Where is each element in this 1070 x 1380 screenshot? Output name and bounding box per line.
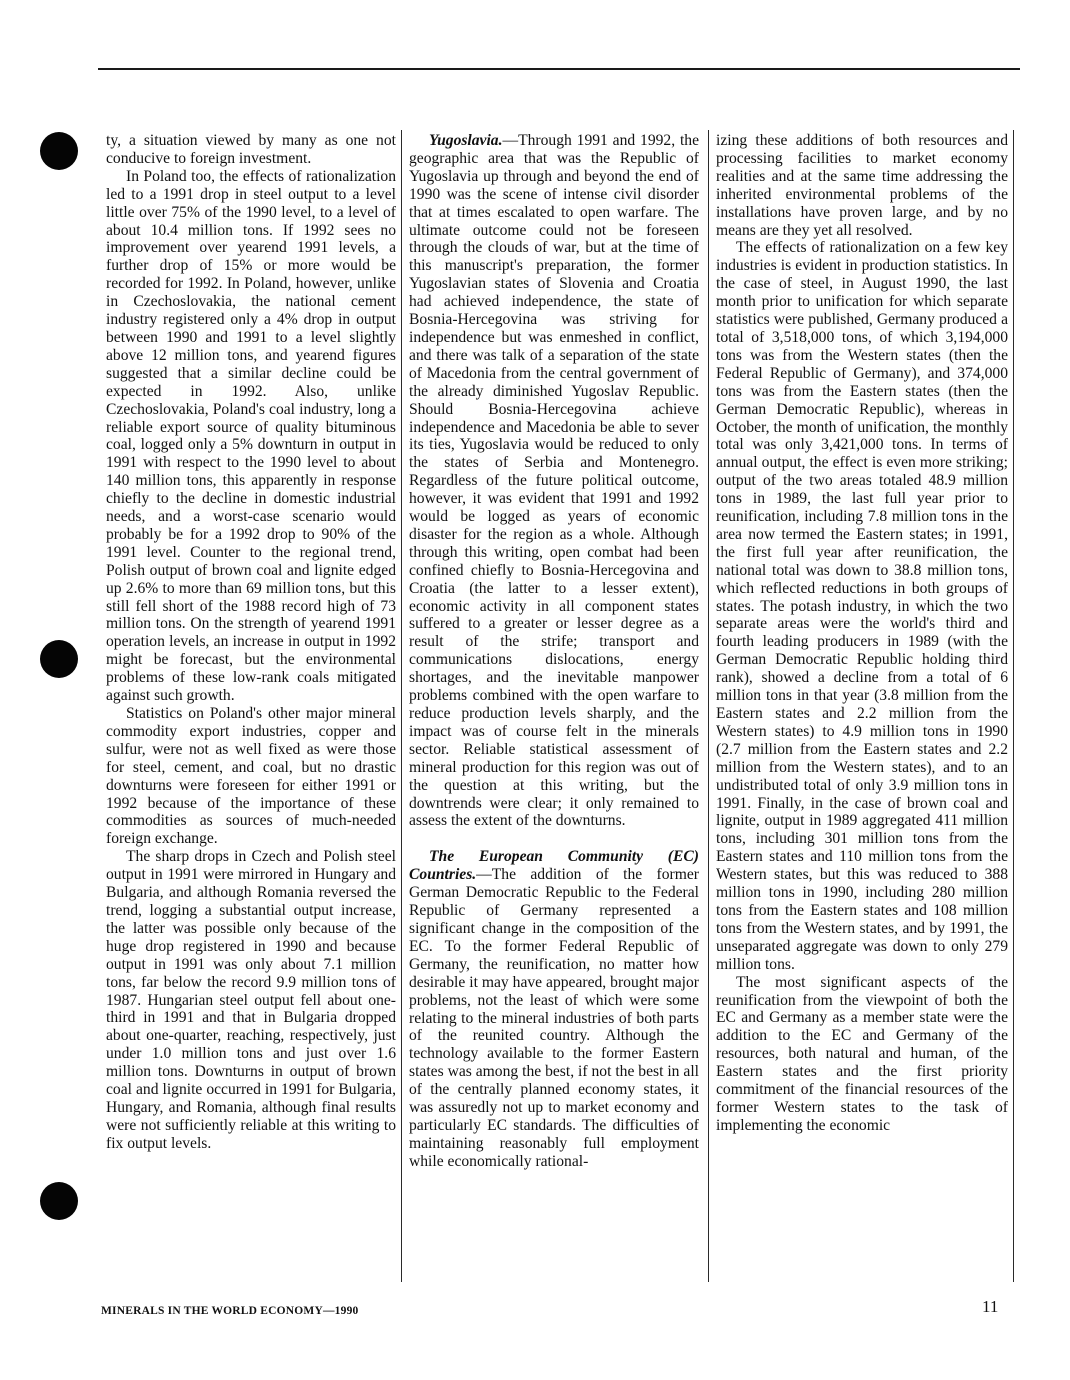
running-footer-title: MINERALS IN THE WORLD ECONOMY—1990 (101, 1305, 359, 1317)
header-rule (98, 68, 1020, 70)
paragraph: The effects of rationalization on a few key industries is evident in production statistics. In the case of steel, in August 1990, the last month prior to unification for which separate statistics were published, Germany produced a total of 3,518,000 tons, of which 3,194,000 tons was from the Western states (then the Federal Republic of Germany), and 374,000 tons was from the Eastern states (then the German Democratic Republic), whereas in October, the month of unification, the monthly total was only 3,421,000 tons. In terms of annual output, the effect is even more striking; output of the two areas totaled 48.9 million tons in 1989, the last full year prior to reunification, including 7.8 million tons in the area now termed the Eastern states; in 1991, the first full year after reunification, the national total was down to 38.8 million tons, which reflected reductions in both groups of states. The potash industry, in which the two separate areas were the world's third and fourth leading producers in 1989 (with the German Democratic Republic holding third rank), showed a decline from a total of 6 million tons in that year (3.8 million from the Eastern states and 2.2 million from the Western states) to 4.9 million tons in 1990 (2.7 million from the Eastern states and 2.2 million from the Western states), and to an undistributed total of only 3.9 million tons in 1991. Finally, in the case of brown coal and lignite, output in 1989 aggregated 411 million tons, including 301 million tons from the Eastern states and 110 million tons from the Western states, but this was reduced to 388 million tons in 1990, including 280 million tons from the Eastern states and 108 million tons from the Western states, and by 1991, the unseparated aggregate was down to only 279 million tons. (716, 239, 1008, 973)
paragraph: ty, a situation viewed by many as one not conducive to foreign investment. (106, 132, 396, 167)
paragraph: The sharp drops in Czech and Polish steel output in 1991 were mirrored in Hungary and Bulgaria, and although Romania reversed the trend, logging a substantial output increase, the latter was possible only because of the huge drop registered in 1990 and because output in 1991 was only about 7.1 million tons, far below the record 9.9 million tons of 1987. Hungarian steel output fell about one-third in 1991 and that in Bulgaria dropped about one-quarter, reaching, respectively, just under 1.0 million tons and just over 1.6 million tons. Downturns in output of brown coal and lignite occurred in 1991 for Bulgaria, Hungary, and Romania, although final results were not sufficiently reliable at this writing to fix output levels. (106, 848, 396, 1152)
paragraph-body: —The addition of the former German Democratic Republic to the Federal Republic of Germany represented a significant change in the composition of the EC. To the former Federal Republic of Germany, the reunification, no matter how desirable it may have appeared, brought major problems, not the least of which were some relating to the mineral industries of both parts of the reunited country. Although the technology available to the former Eastern states was among the best, if not the best in all of the centrally planned economy states, it was assuredly not up to market economy and particularly EC standards. The difficulties of maintaining reasonably full employment while economically rational- (409, 866, 699, 1170)
column-divider (401, 130, 402, 1282)
text-column-3 (716, 132, 1008, 1135)
punch-hole (40, 640, 78, 678)
punch-hole (40, 1182, 78, 1220)
paragraph: Statistics on Poland's other major mineral commodity export industries, copper and sulfur, were not as well fixed as were those for steel, cement, and coal, but no drastic downturns were foreseen for either 1991 or 1992 because of the importance of these commodities as sources of much-needed foreign exchange. (106, 705, 396, 848)
paragraph-body: —Through 1991 and 1992, the geographic area that was the Republic of Yugoslavia up through and beyond the end of 1990 was the scene of intense civil disorder that at times escalated to open warfare. The ultimate outcome could not be foreseen through the clouds of war, but at the time of this manuscript's preparation, the former Yugoslavian states of Slovenia and Croatia had achieved independence, the state of Bosnia-Hercegovina was striving for independence but was enmeshed in conflict, and there was talk of a separation of the state of Macedonia from the central government of the already diminished Yugoslav Republic. Should Bosnia-Hercegovina achieve independence and Macedonia be able to sever its ties, Yugoslavia would be reduced to only the states of Serbia and Montenegro. Regardless of the future political outcome, however, it was evident that 1991 and 1992 would be logged as years of economic disaster for the region as a whole. Although through this writing, open combat had been confined chiefly to Bosnia-Hercegovina and Croatia (the latter to a lesser extent), economic activity in all component states suffered to a greater or lesser degree as a result of the strife; transport and communications dislocations, energy shortages, and the inevitable manpower problems combined with the open warfare to reduce production levels sharply, and the impact was of course felt in the minerals sector. Reliable statistical assessment of mineral production for this region was out of the question at this writing, but the downtrends were clear; it only remained to assess the extent of the downturns. (409, 132, 699, 830)
paragraph: In Poland too, the effects of rationalization led to a 1991 drop in steel output to a level little over 75% of the 1990 level, to a level of about 10.4 million tons. If 1992 sees no improvement over yearend 1991 levels, a further drop of 15% or more would be recorded for 1992. In Poland, however, unlike in Czechoslovakia, the national cement industry registered only a 4% drop in output between 1990 and 1991 to a level slightly above 12 million tons, and yearend figures suggested that a similar decline could be expected in 1992. Also, unlike Czechoslovakia, Poland's coal industry, long a reliable export source of quality bituminous coal, logged only a 5% downturn in output in 1991 with respect to the 1990 level to about 140 million tons, this apparently in response chiefly to the decline in domestic industrial needs, and a worst-case scenario would probably be for a 1992 drop to 90% of the 1991 level. Counter to the regional trend, Polish output of brown coal and lignite edged up 2.6% to more than 69 million tons, but this still fell short of the 1988 record high of 73 million tons. On the strength of yearend 1991 operation levels, an increase in output in 1992 might be forecast, but the environmental problems of these low-rank coals mitigated against such growth. (106, 167, 396, 705)
section-heading: Yugoslavia. (429, 132, 503, 149)
page-number: 11 (982, 1297, 999, 1316)
text-column-2 (409, 132, 699, 1171)
section-heading: The European Community (EC) Countries. (409, 848, 699, 884)
punch-hole (40, 132, 78, 170)
column-divider (708, 130, 709, 1282)
paragraph-ec (409, 848, 699, 1170)
paragraph: izing these additions of both resources and processing facilities to market economy realities and at the same time addressing the inherited environmental problems of the installations have proven large, and by no means are they yet all resolved. (716, 132, 1008, 239)
text-column-1 (106, 132, 396, 1153)
paragraph: The most significant aspects of the reunification from the viewpoint of both the EC and Germany as a member state were the addition to the EC and Germany of the resources, both natural and human, of the Eastern states and the first priority commitment of the financial resources of the former Western states to the task of implementing the economic (716, 973, 1008, 1134)
paragraph-yugoslavia (409, 132, 699, 830)
column-divider (1013, 130, 1014, 1282)
